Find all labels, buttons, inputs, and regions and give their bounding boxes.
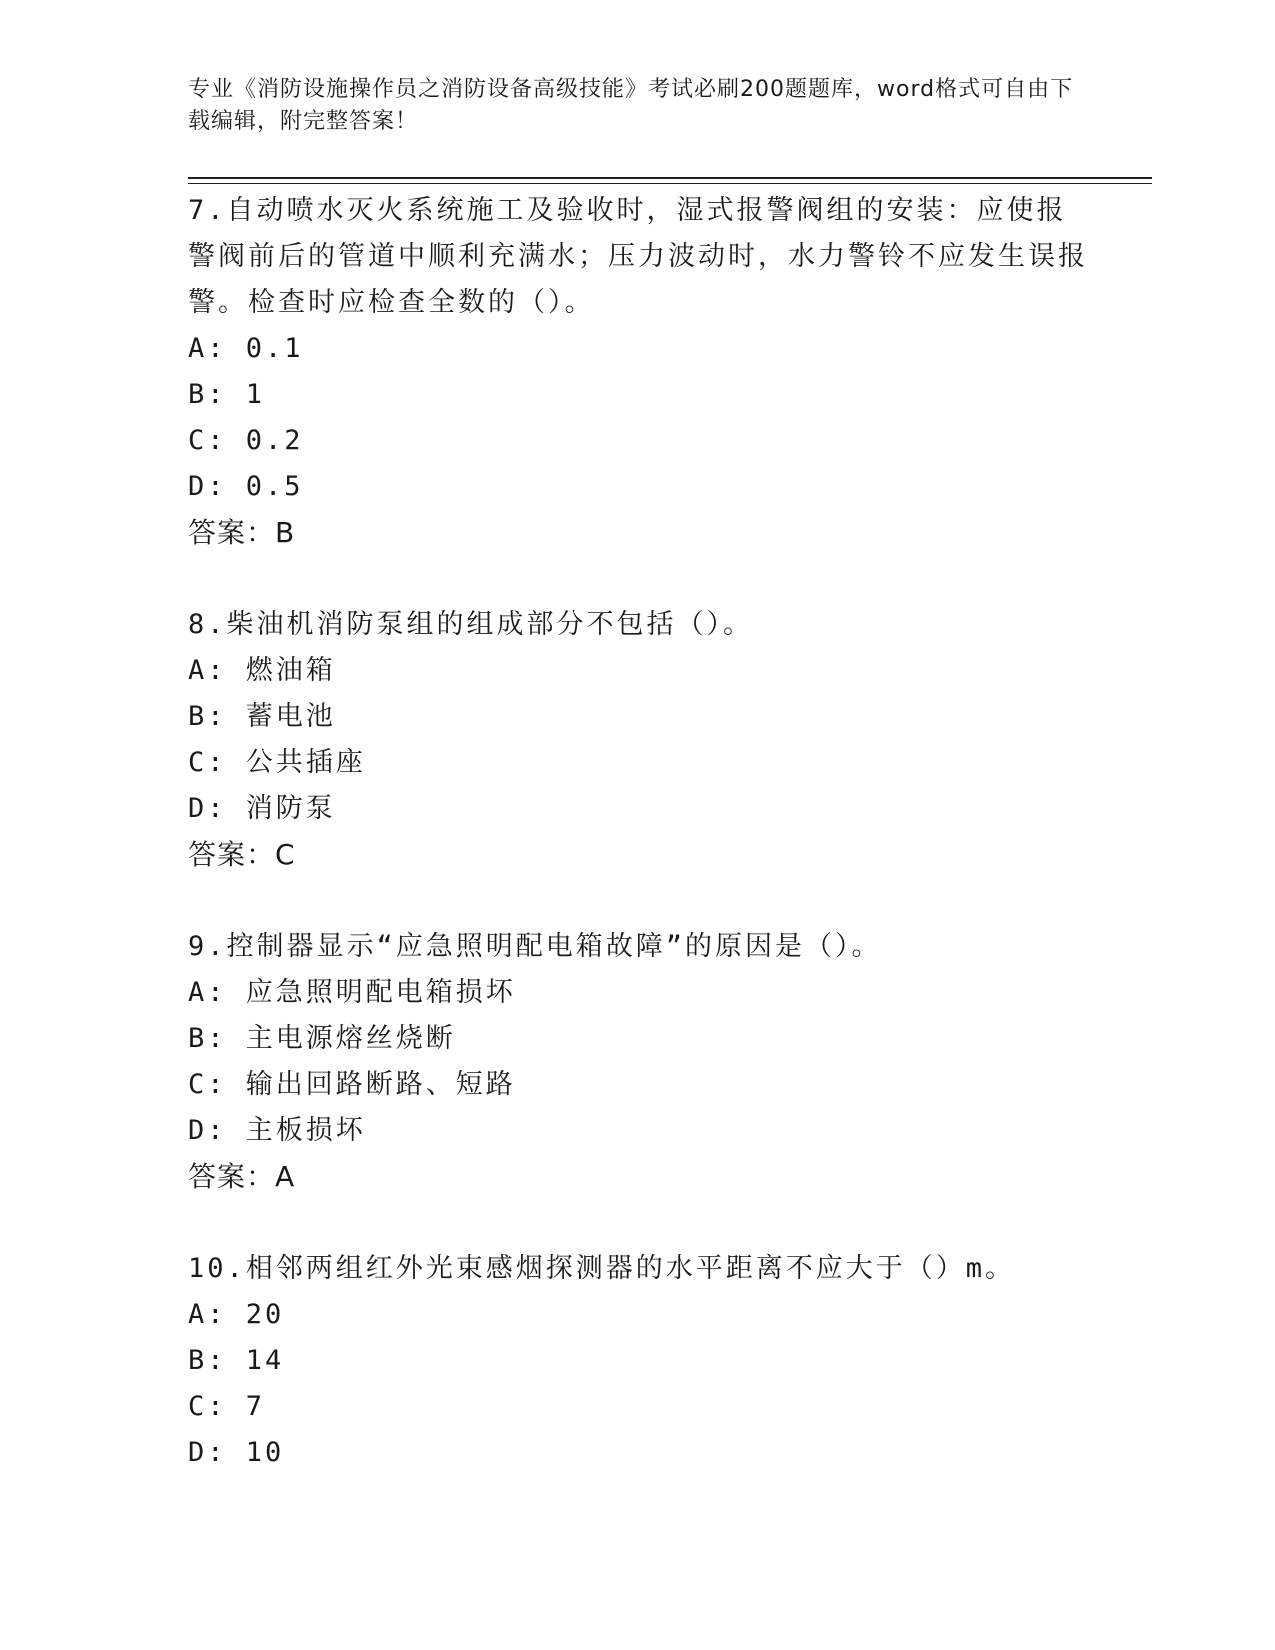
option-a: A: 应急照明配电箱损坏 [188,977,516,1008]
question-10 [188,1246,1088,1476]
option-a: A: 0.1 [188,333,304,364]
answer: 答案：C [188,838,296,871]
answer: 答案：B [188,516,296,549]
document-header: 专业《消防设施操作员之消防设备高级技能》考试必刷200题题库，word格式可自由下载编辑，附完整答案！ [188,77,1074,134]
option-c: C: 公共插座 [188,747,366,778]
option-c: C: 0.2 [188,425,304,456]
option-d: D: 主板损坏 [188,1115,366,1146]
header-divider-thick [188,177,1152,179]
question-7 [188,188,1088,556]
option-a: A: 20 [188,1299,285,1330]
question-text: 7.自动喷水灭火系统施工及验收时，湿式报警阀组的安装：应使报警阀前后的管道中顺利充满水；压力波动时，水力警铃不应发生误报警。检查时应检查全数的（）。 [188,195,1088,318]
option-d: D: 消防泵 [188,793,336,824]
question-text: 10.相邻两组红外光束感烟探测器的水平距离不应大于（）m。 [188,1253,1016,1284]
option-b: B: 主电源熔丝烧断 [188,1023,456,1054]
question-9 [188,924,1088,1200]
question-text: 8.柴油机消防泵组的组成部分不包括（）。 [188,609,754,640]
header-divider-thin [188,183,1152,184]
option-c: C: 7 [188,1391,266,1422]
option-b: B: 14 [188,1345,285,1376]
question-8 [188,602,1088,878]
option-a: A: 燃油箱 [188,655,336,686]
option-d: D: 10 [188,1437,285,1468]
option-b: B: 蓄电池 [188,701,336,732]
option-b: B: 1 [188,379,266,410]
option-c: C: 输出回路断路、短路 [188,1069,516,1100]
answer: 答案：A [188,1160,296,1193]
question-text: 9.控制器显示“应急照明配电箱故障”的原因是（）。 [188,931,882,962]
option-d: D: 0.5 [188,471,304,502]
question-list [188,188,1088,1522]
